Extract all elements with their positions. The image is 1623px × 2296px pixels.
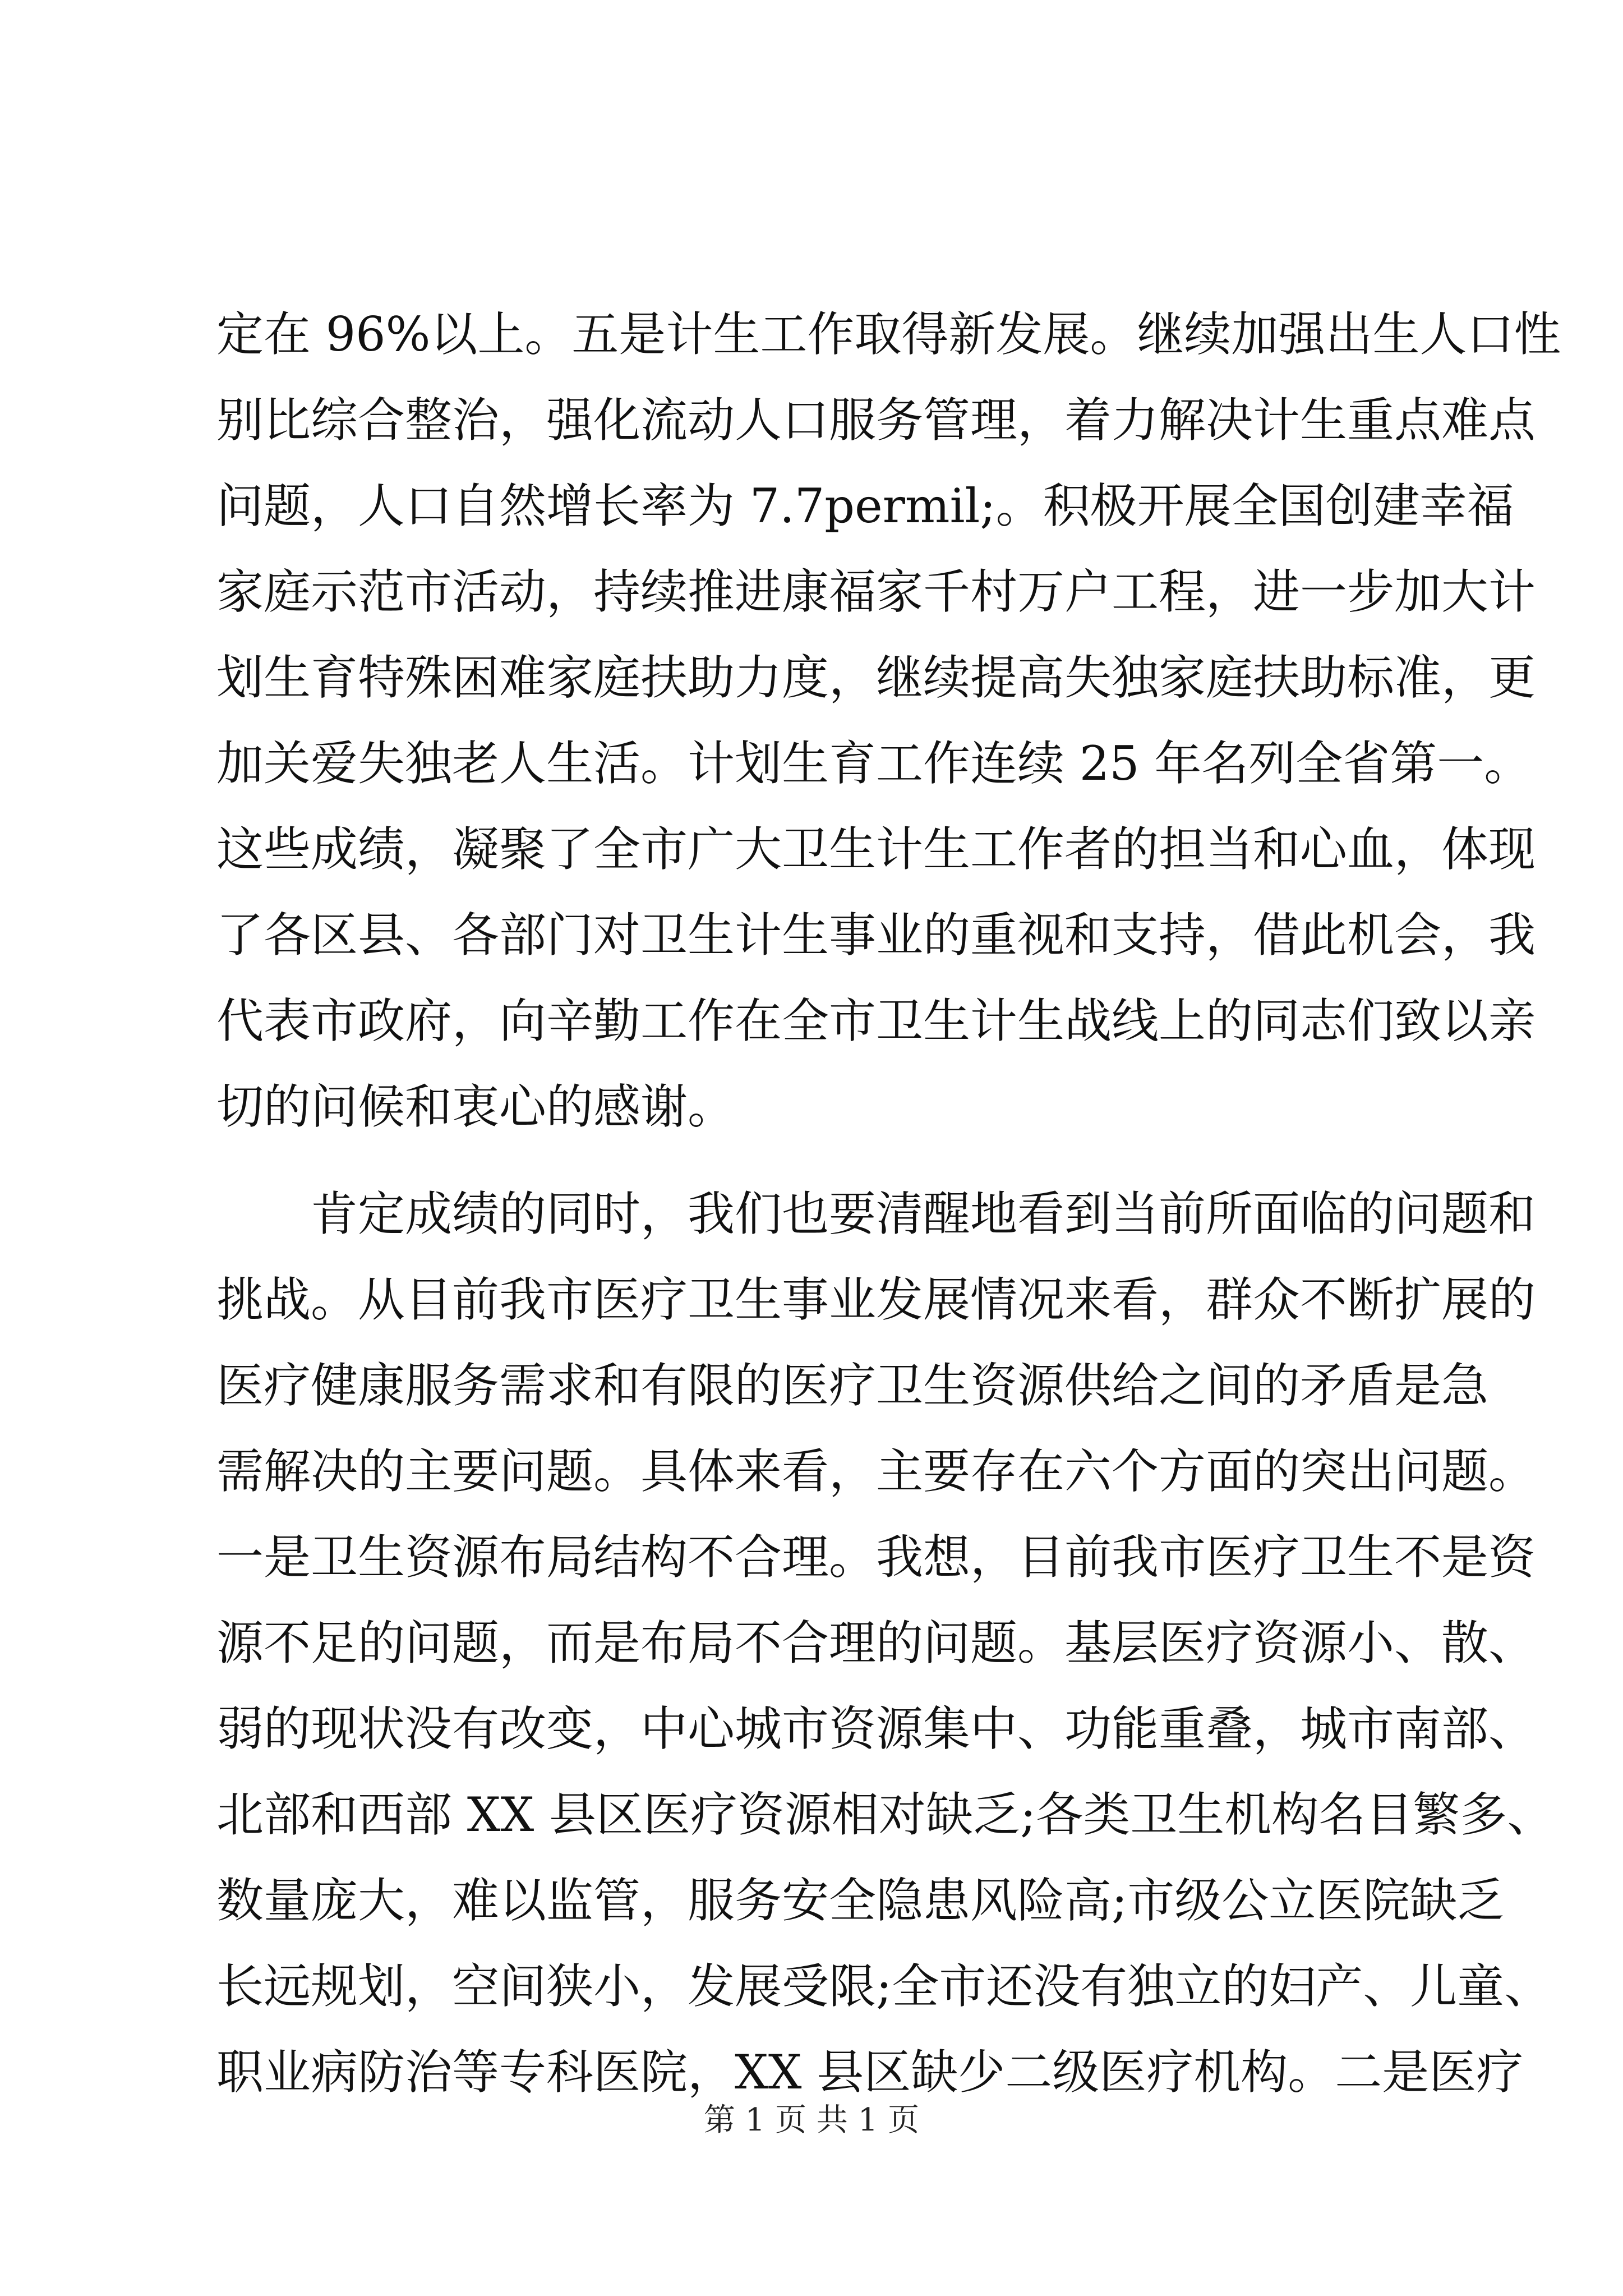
body-line-2: 别比综合整治，强化流动人口服务管理，着力解决计生重点难点 [216,393,1536,448]
body-line-10: 切的问候和衷心的感谢。 [216,1079,735,1134]
body-line-11: 肯定成绩的同时，我们也要清醒地看到当前所面临的问题和 [216,1186,1536,1241]
body-line-21: 职业病防治等专科医院，XX 县区缺少二级医疗机构。二是医疗 [216,2045,1524,2100]
body-line-3: 问题，人口自然增长率为 7.7permil;。积极开展全国创建幸福 [216,478,1514,533]
body-line-15: 一是卫生资源布局结构不合理。我想，目前我市医疗卫生不是资 [216,1530,1536,1585]
page-footer: 第 1 页 共 1 页 [703,2102,920,2138]
body-line-16: 源不足的问题，而是布局不合理的问题。基层医疗资源小、散、 [216,1616,1536,1671]
body-text [216,292,1561,2115]
body-line-7: 这些成绩，凝聚了全市广大卫生计生工作者的担当和心血，体现 [216,822,1536,877]
body-line-19: 数量庞大，难以监管，服务安全隐患风险高;市级公立医院缺乏 [216,1873,1505,1928]
body-line-20: 长远规划，空间狭小，发展受限;全市还没有独立的妇产、儿童、 [216,1959,1552,2014]
body-line-1: 定在 96%以上。五是计生工作取得新发展。继续加强出生人口性 [216,307,1561,362]
body-line-5: 划生育特殊困难家庭扶助力度，继续提高失独家庭扶助标准，更 [216,650,1536,705]
body-line-12: 挑战。从目前我市医疗卫生事业发展情况来看，群众不断扩展的 [216,1272,1536,1327]
body-line-9: 代表市政府，向辛勤工作在全市卫生计生战线上的同志们致以亲 [216,993,1536,1048]
body-line-18: 北部和西部 XX 县区医疗资源相对缺乏;各类卫生机构名目繁多、 [216,1787,1555,1842]
body-line-4: 家庭示范市活动，持续推进康福家千村万户工程，进一步加大计 [216,564,1536,619]
body-line-13: 医疗健康服务需求和有限的医疗卫生资源供给之间的矛盾是急 [216,1358,1489,1413]
body-line-6: 加关爱失独老人生活。计划生育工作连续 25 年名列全省第一。 [216,736,1532,791]
body-line-14: 需解决的主要问题。具体来看，主要存在六个方面的突出问题。 [216,1444,1536,1499]
body-line-17: 弱的现状没有改变，中心城市资源集中、功能重叠，城市南部、 [216,1701,1536,1756]
paragraph-gap [216,1150,1422,1171]
body-line-8: 了各区县、各部门对卫生计生事业的重视和支持，借此机会，我 [216,908,1536,963]
